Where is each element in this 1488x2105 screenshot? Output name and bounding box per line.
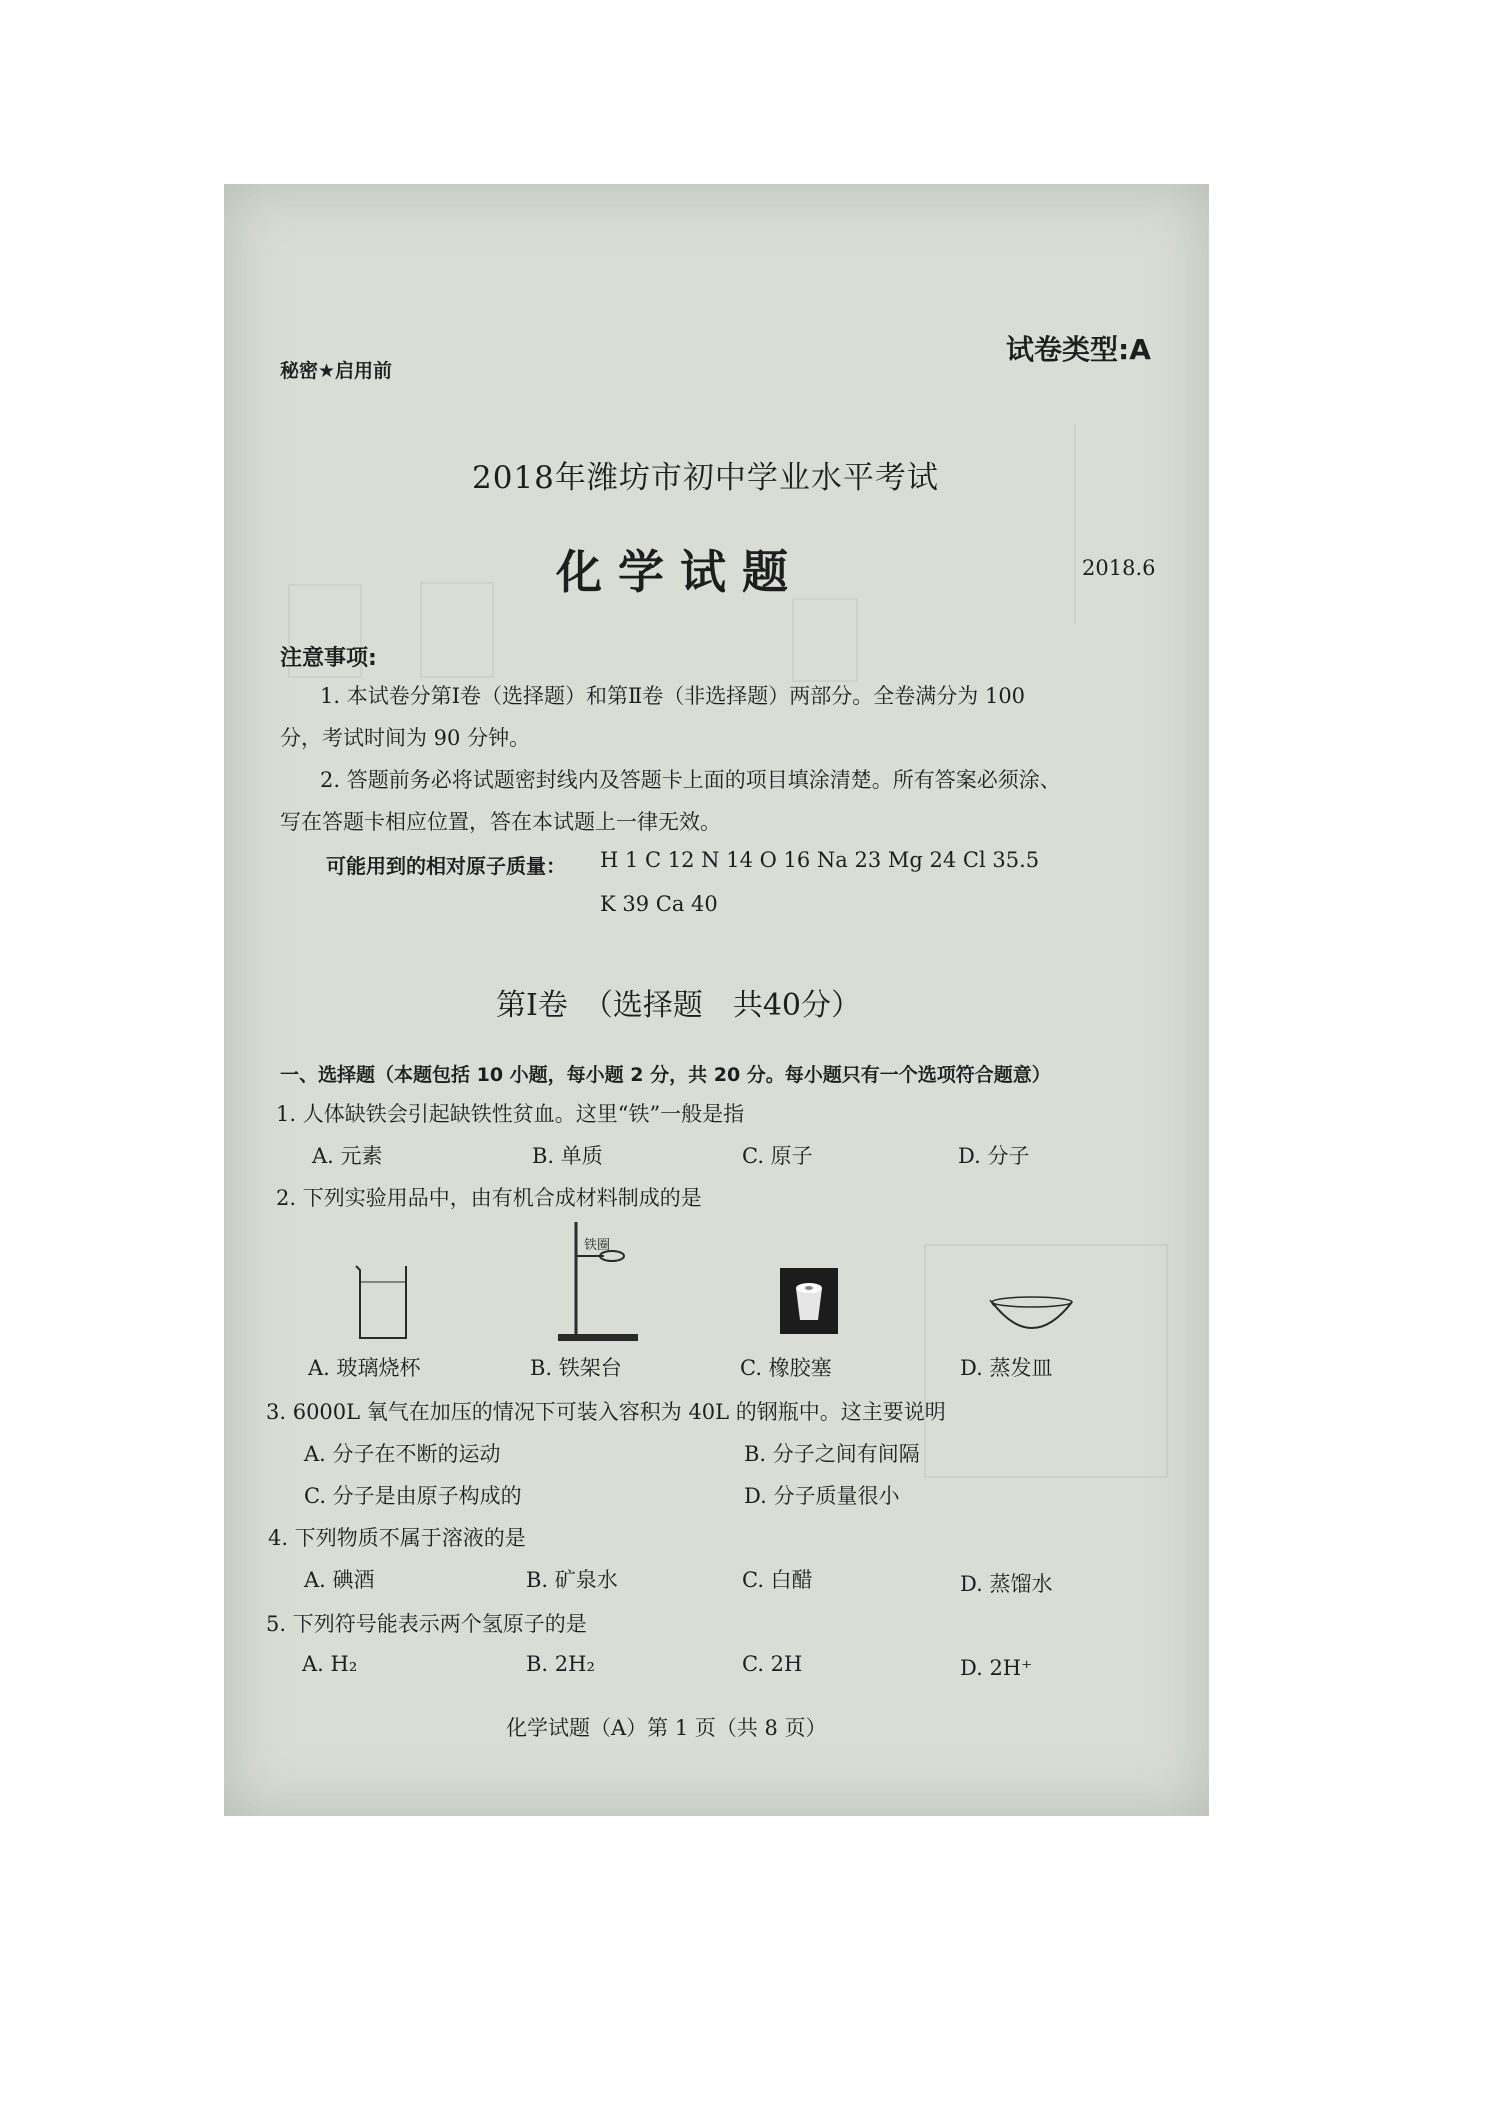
q3-option-d: D. 分子质量很小 (744, 1484, 900, 1508)
question-1-stem: 1. 人体缺铁会引起缺铁性贫血。这里“铁”一般是指 (276, 1102, 745, 1126)
iron-ring-label: 铁圈 (584, 1238, 611, 1253)
question-5-stem: 5. 下列符号能表示两个氢原子的是 (266, 1612, 587, 1636)
q2-option-d: D. 蒸发皿 (960, 1356, 1053, 1380)
note-2-line-1: 2. 答题前务必将试题密封线内及答题卡上面的项目填涂清楚。所有答案必须涂、 (320, 768, 1061, 792)
part-heading: 一、选择题（本题包括 10 小题，每小题 2 分，共 20 分。每小题只有一个选项符合题意） (280, 1064, 1051, 1086)
notes-heading: 注意事项: (280, 646, 377, 671)
atomic-mass-label: 可能用到的相对原子质量： (326, 854, 566, 878)
q4-option-d: D. 蒸馏水 (960, 1572, 1053, 1596)
q4-option-b: B. 矿泉水 (526, 1568, 618, 1592)
q1-option-b: B. 单质 (532, 1144, 603, 1168)
q5-option-c: C. 2H (742, 1652, 803, 1676)
show-through-mark (420, 582, 494, 678)
glass-beaker-figure (352, 1262, 412, 1342)
question-2-stem: 2. 下列实验用品中，由有机合成材料制成的是 (276, 1186, 702, 1210)
q5-option-a: A. H₂ (302, 1652, 358, 1676)
atomic-mass-values-cont: K 39 Ca 40 (600, 892, 718, 916)
question-3-stem: 3. 6000L 氧气在加压的情况下可装入容积为 40L 的钢瓶中。这主要说明 (266, 1400, 946, 1424)
subject-title: 化 学 试 题 (556, 545, 789, 599)
q1-option-a: A. 元素 (312, 1144, 383, 1168)
note-2-line-2: 写在答题卡相应位置，答在本试题上一律无效。 (280, 810, 721, 834)
q3-option-a: A. 分子在不断的运动 (304, 1442, 501, 1466)
exam-date: 2018.6 (1082, 556, 1156, 580)
section-title: 第Ⅰ卷 （选择题 共40分） (496, 988, 862, 1023)
q4-option-c: C. 白醋 (742, 1568, 813, 1592)
q2-option-b: B. 铁架台 (530, 1356, 622, 1380)
q3-option-c: C. 分子是由原子构成的 (304, 1484, 522, 1508)
q4-option-a: A. 碘酒 (304, 1568, 375, 1592)
evaporating-dish-figure (988, 1294, 1076, 1338)
show-through-mark (792, 598, 858, 682)
q5-option-d: D. 2H⁺ (960, 1656, 1033, 1680)
exam-paper (224, 184, 1209, 1816)
page-footer: 化学试题（A）第 1 页（共 8 页） (506, 1716, 827, 1740)
q1-option-d: D. 分子 (958, 1144, 1030, 1168)
note-1-line-2: 分，考试时间为 90 分钟。 (280, 726, 531, 750)
paper-type-label: 试卷类型:A (1006, 333, 1151, 366)
question-4-stem: 4. 下列物质不属于溶液的是 (268, 1526, 526, 1550)
q2-option-a: A. 玻璃烧杯 (308, 1356, 421, 1380)
q5-option-b: B. 2H₂ (526, 1652, 595, 1676)
note-1-line-1: 1. 本试卷分第Ⅰ卷（选择题）和第Ⅱ卷（非选择题）两部分。全卷满分为 100 (320, 684, 1026, 708)
rubber-stopper-figure (780, 1268, 838, 1334)
q2-option-c: C. 橡胶塞 (740, 1356, 832, 1380)
q1-option-c: C. 原子 (742, 1144, 813, 1168)
show-through-mark (1074, 424, 1078, 624)
exam-title: 2018年潍坊市初中学业水平考试 (472, 460, 939, 496)
q3-option-b: B. 分子之间有间隔 (744, 1442, 920, 1466)
confidential-label: 秘密★启用前 (280, 360, 393, 382)
atomic-mass-values: H 1 C 12 N 14 O 16 Na 23 Mg 24 Cl 35.5 (600, 848, 1040, 872)
